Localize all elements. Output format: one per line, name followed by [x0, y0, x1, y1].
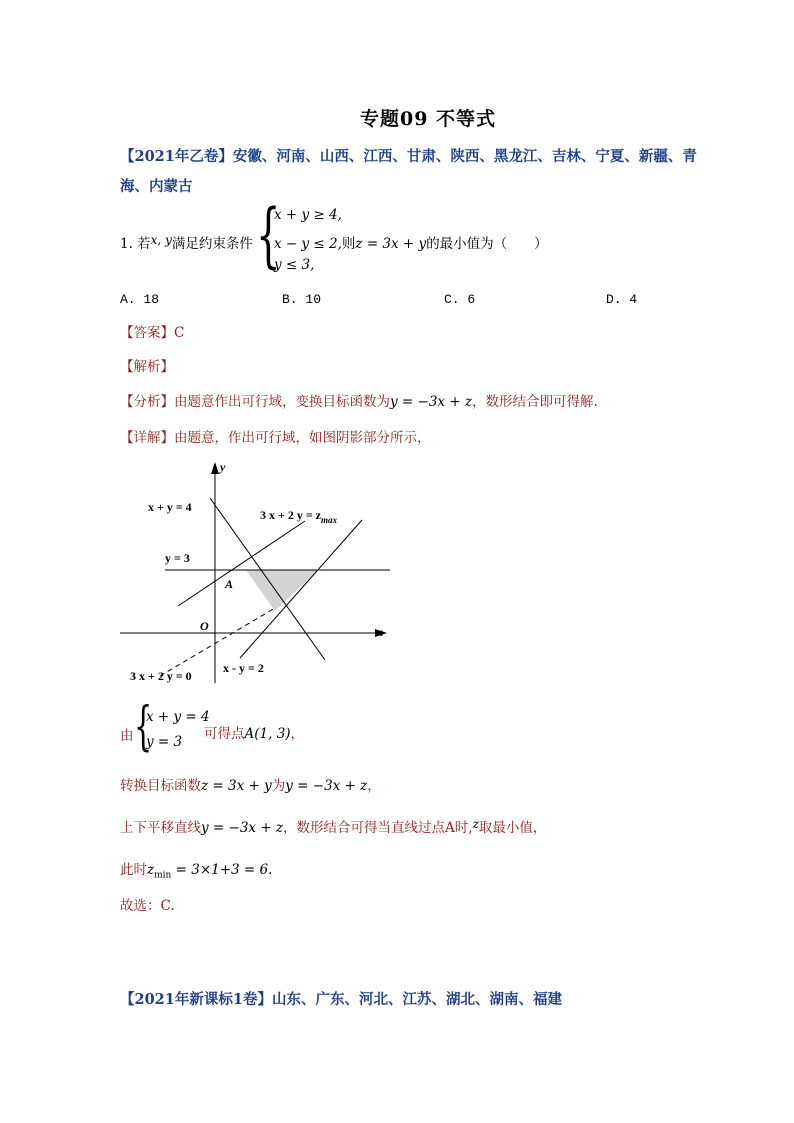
system-eq-1: x + y = 4	[146, 709, 210, 725]
fenxi-text1: 由题意作出可行域，变换目标函数为	[174, 394, 390, 410]
fenxi-row	[120, 390, 598, 410]
label-x-minus-y-2: x - y = 2	[223, 661, 264, 675]
system-brace-icon: {	[134, 697, 153, 757]
answer-label: 【答案】	[120, 325, 174, 341]
constraint-1: x + y ≥ 4,	[274, 207, 342, 223]
step-2: 上下平移直线y = −3x + z，数形结合可得当直线过点A时,z取最小值，	[120, 817, 547, 836]
label-y-axis: y	[220, 460, 226, 474]
label-x-plus-y-4: x + y = 4	[148, 500, 192, 514]
option-d: D. 4	[606, 292, 638, 307]
label-point-a: A	[225, 577, 234, 591]
page-title: 专题09 不等式	[359, 108, 497, 130]
feasible-region-figure	[110, 458, 400, 693]
step-3: 此时$z_{min} = 3\times 1+3 = 6$.	[120, 862, 273, 881]
derive-result: 可得点A(1, 3)，	[204, 726, 305, 742]
question-prefix: 1. 若	[120, 236, 151, 252]
feasible-region-shade	[246, 570, 318, 611]
option-a: A. 18	[120, 292, 160, 307]
label-z0: 3 x + 2 y = 0	[130, 669, 192, 683]
y-axis-arrow-icon	[211, 462, 219, 474]
question-then: 则	[341, 236, 356, 252]
answer-value: C	[174, 325, 185, 341]
brace-icon: {	[256, 194, 281, 276]
xiangjie-row	[120, 426, 431, 446]
fenxi-label: 【分析】	[120, 394, 174, 410]
option-b: B. 10	[282, 292, 322, 307]
step-4: 故选：C.	[120, 898, 175, 914]
label-origin: O	[200, 619, 209, 633]
line-zmax	[240, 520, 362, 658]
objective-function: z = 3x + y	[355, 236, 427, 252]
question-suffix: 的最小值为（ ）	[426, 236, 548, 252]
question-stem	[120, 232, 253, 252]
derive-get: 可得点	[204, 726, 245, 742]
xiangjie-text: 由题意，作出可行域，如图阴影部分所示，	[174, 430, 431, 446]
system-eq-2: y = 3	[146, 734, 183, 750]
derive-you: 由	[120, 728, 134, 744]
question-mid: 满足约束条件	[171, 236, 253, 252]
question-vars: x, y	[150, 233, 172, 247]
label-x-axis: x	[377, 625, 383, 639]
label-zmax: 3 x + 2 $y = z_{max}$	[260, 508, 338, 525]
constraint-3: y ≤ 3,	[274, 257, 315, 273]
option-c: C. 6	[444, 292, 476, 307]
analysis-label: 【解析】	[120, 359, 174, 375]
label-y-3: y = 3	[165, 551, 190, 565]
point-a: A(1, 3)	[244, 726, 291, 742]
exam-header-1	[120, 145, 697, 166]
xiangjie-label: 【详解】	[120, 430, 174, 446]
exam-regions-line2: 海、内蒙古	[120, 178, 193, 195]
answer-row	[120, 321, 184, 341]
fenxi-eq: y = −3x + z	[390, 394, 473, 410]
constraint-2: x − y ≤ 2,	[274, 236, 342, 252]
constraint-2-row	[274, 232, 548, 252]
exam-header-2: 【2021年新课标1卷】山东、广东、河北、江苏、湖北、湖南、福建	[120, 991, 562, 1008]
exam-tag: 【2021年乙卷】	[120, 148, 233, 165]
fenxi-text2: ，数形结合即可得解.	[472, 394, 598, 410]
step-1: 转换目标函数z = 3x + y为y = −3x + z，	[120, 778, 381, 794]
exam-regions-line1: 安徽、河南、山西、江西、甘肃、陕西、黑龙江、吉林、宁夏、新疆、青	[232, 148, 697, 165]
